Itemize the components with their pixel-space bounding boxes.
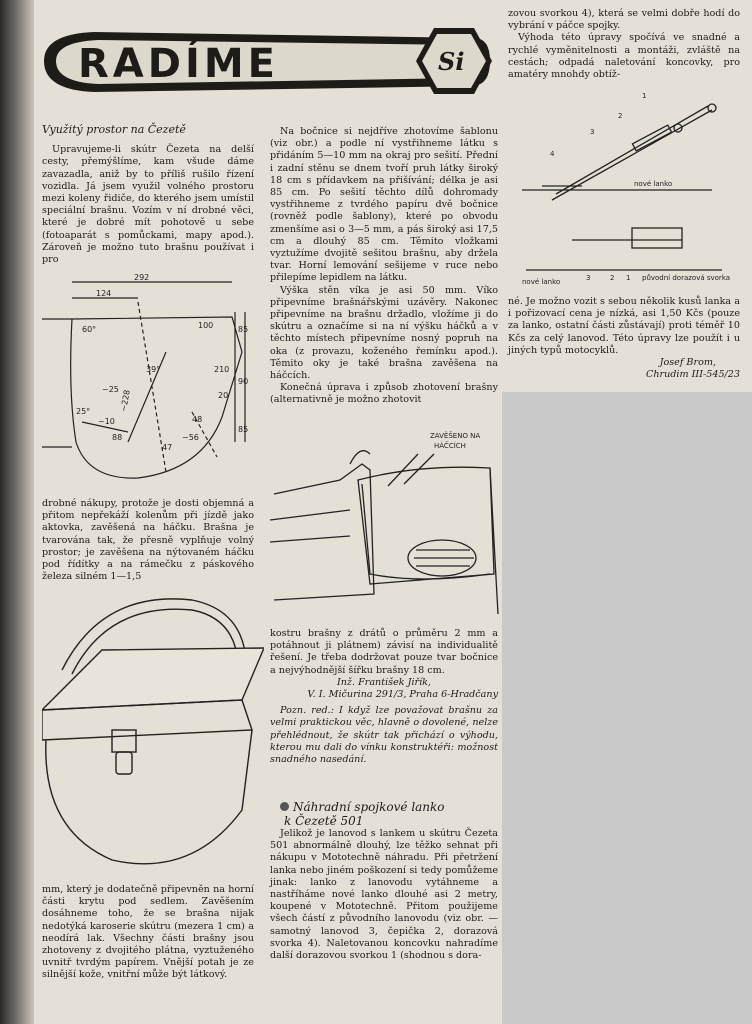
dim-label: 85 bbox=[238, 425, 249, 434]
article1-paragraph: drobné nákupy, protože je dosti objemná a přitom nepřekáží kolenům při jízdě jako aktovka, zavěšená na háčku. Brašna je tvarována tak, že přesně vyplňuje volný prostor; je zavěšena na nýtovaném háčku pod řídítky a na rámečku z páskového železa silném 1—1,5 bbox=[42, 498, 254, 583]
article1-col2-top bbox=[270, 126, 498, 407]
article1-paragraph: kostru brašny z drátů o průměru 2 mm a potáhnout ji plátnem) závisí na individualitě řešení. Je třeba dodržovat pouze tvar bočnice a nejvýhodnější šířku brašny 18 cm. bbox=[270, 628, 498, 676]
dim-label: 60° bbox=[82, 325, 97, 334]
article2-col3-top bbox=[508, 8, 740, 81]
dim-label: 124 bbox=[96, 289, 112, 298]
article1-col2-mid bbox=[270, 628, 498, 766]
cable-part-number: 3 bbox=[590, 128, 595, 136]
dim-label: 100 bbox=[198, 321, 214, 330]
article1-author-address: V. I. Mičurina 291/3, Praha 6-Hradčany bbox=[307, 689, 498, 701]
page-binding-shadow bbox=[0, 0, 34, 1024]
article2-paragraph: né. Je možno vozit s sebou několik kusů lanka a i pořizovací cena je nízká, asi 1,50 Kčs (pouze za lanko, ostatní části zůstávají) proti téměř 10 Kčs za celý lanovod. Této úpravy lze použít i u jiných typů motocyklů. bbox=[508, 296, 740, 356]
dim-label: 210 bbox=[214, 365, 230, 374]
dim-label: ~10 bbox=[98, 417, 115, 426]
article2-paragraph: Výhoda této úpravy spočívá ve snadné a rychlé vyměnitelnosti a montáži, zvláště na cestách; odpadá naletování koncovky, pro amatéry mnohdy obtíž- bbox=[508, 32, 740, 81]
article1-paragraph: Na bočnice si nejdříve zhotovíme šablonu (viz obr.) a podle ní vystřihneme látku s přidáním 5—10 mm na okraj pro sešití. Přední i zadní stěnu se dnem tvoří pruh látky široký 18 cm s přídavkem na přišívání; délka je asi 85 cm. Po sešití těchto dílů dohromady vystřihneme z tvrdého papíru dvě bočnice (rovněž podle šablony), které po obvodu zmenšíme asi o 3—5 mm, a pás široký asi 17,5 cm a dlouhý 85 cm. Těmito vložkami vyztužíme dvojitě sešitou brašnu, aby držela tvar. Horní lemování sešijeme v ruce nebo přilepíme lepidlem na látku. bbox=[270, 126, 498, 284]
cable-part-number: 3 bbox=[586, 274, 591, 282]
dim-label: ~228 bbox=[119, 389, 132, 413]
article2-author: Josef Brom, bbox=[659, 357, 716, 369]
cable-part-number: 2 bbox=[610, 274, 615, 282]
article1-editor-note: Pozn. red.: I když lze považovat brašnu za velmi praktickou věc, hlavně o dovolené, nelze přehlédnout, že skútr tak přichází o výhodu, kterou mu dali do vínku konstruktéři: možnost snadného nasedání. bbox=[270, 705, 498, 766]
article1-col1-top bbox=[42, 124, 254, 266]
dim-label: 47 bbox=[162, 443, 173, 452]
cable-label-bottom: nové lanko bbox=[522, 278, 561, 286]
article2-paragraph: Jelikož je lanovod s lankem u skútru Čezeta 501 abnormálně dlouhý, lze těžko sehnat při nákupu v Mototechně náhradu. Při přetržení lanka nebo jiném poškození si tedy pomůžeme jinak: lanko z lanovodu vytáhneme a nastříháme nové lanko dlouhé asi 2 metry, koupené v Mototechně. Přitom použijeme všech částí z původního lanovodu (viz obr. — samotný lanovod 3, čepička 2, dorazová svorka 4). Naletovanou koncovku nahradíme další dorazovou svorkou 1 (shodnou s dora- bbox=[270, 828, 498, 962]
article2-author-place: Chrudim III-545/23 bbox=[645, 369, 740, 381]
dim-label: 85 bbox=[238, 325, 249, 334]
article2-heading bbox=[270, 800, 498, 828]
scooter-label: HÁČCÍCH bbox=[434, 442, 466, 450]
dim-label: ~56 bbox=[182, 433, 199, 442]
dim-label: 292 bbox=[134, 273, 150, 282]
clutch-cable-diagram bbox=[512, 90, 742, 290]
cable-part-number: 1 bbox=[642, 92, 647, 100]
dim-label: 48 bbox=[192, 415, 203, 424]
article1-author: Inž. František Jiřík, bbox=[336, 676, 432, 688]
dim-label: ~25 bbox=[102, 385, 119, 394]
dim-label: 88 bbox=[112, 433, 123, 442]
cable-part-number: 1 bbox=[626, 274, 631, 282]
dim-label: 90 bbox=[238, 377, 249, 386]
banner-logo-text: Si bbox=[438, 47, 465, 76]
article1-col1-mid bbox=[42, 498, 254, 583]
article2-heading-line1: Náhradní spojkové lanko bbox=[293, 800, 445, 814]
dim-label: 39° bbox=[146, 365, 161, 374]
article1-paragraph: Výška stěn víka je asi 50 mm. Víko připevníme brašnářskými uzávěry. Nakonec připevníme na brašnu držadlo, vložíme ji do skútru a označíme si na ní výšku háčků a v těchto místech připevníme nosný popruh na oka (z provazu, koženého řemínku apod.). Těmito oky je také brašna zavěšena na háčcích. bbox=[270, 284, 498, 382]
banner-title: RADÍME bbox=[78, 41, 279, 87]
article1-paragraph: Konečná úprava i způsob zhotovení brašny (alternativně je možno zhotovit bbox=[270, 382, 498, 406]
article2-col3-bottom bbox=[508, 296, 740, 381]
bag-template-diagram bbox=[42, 272, 260, 484]
dim-label: 20 bbox=[218, 391, 229, 400]
radime-banner bbox=[34, 16, 496, 106]
article1-paragraph: Upravujeme-li skútr Čezeta na delší cesty, přemýšlíme, kam všude dáme zavazadla, aniž by to příliš rušilo řízení vozidla. Já jsem využil volného prostoru mezi koleny řidiče, do kterého jsem umístil speciální brašnu. Vozím v ní drobné věci, které je dobré mít pohotově u sebe (fotoaparát s pomůckami, mapy apod.). Zároveň je možno tuto brašnu používat i pro bbox=[42, 144, 254, 266]
article2-paragraph: zovou svorkou 4), která se velmi dobře hodí do vybrání v páčce spojky. bbox=[508, 8, 740, 32]
cable-label-lanko: nové lanko bbox=[634, 180, 673, 188]
scooter-diagram bbox=[270, 424, 502, 618]
cable-part-number: 2 bbox=[618, 112, 623, 120]
dim-label: 25° bbox=[76, 407, 91, 416]
article2-col2 bbox=[270, 800, 498, 962]
article1-heading: Využitý prostor na Čezetě bbox=[42, 123, 186, 136]
article2-heading-line2: k Čezetě 501 bbox=[284, 814, 364, 828]
article1-paragraph: mm, který je dodatečně připevněn na horní části krytu pod sedlem. Zavěšením dosáhneme toho, že se brašna nijak nedotýká karoserie skútru (mezera 1 cm) a neodírá lak. Všechny části brašny jsou zhotoveny z dvojitého plátna, vyztuženého uvnitř tvrdým papírem. Vnější potah je ze silnější kože, vnitřní může být látkový. bbox=[42, 884, 254, 981]
bullet-icon bbox=[280, 802, 289, 811]
article1-col1-bottom bbox=[42, 884, 254, 982]
cable-part-number: 4 bbox=[550, 150, 555, 158]
scooter-label: ZAVĚŠENO NA bbox=[430, 432, 481, 440]
bag-sketch-diagram bbox=[42, 590, 264, 880]
cable-label-dorazova: původní dorazová svorka bbox=[642, 274, 731, 282]
blank-area bbox=[502, 392, 752, 1024]
